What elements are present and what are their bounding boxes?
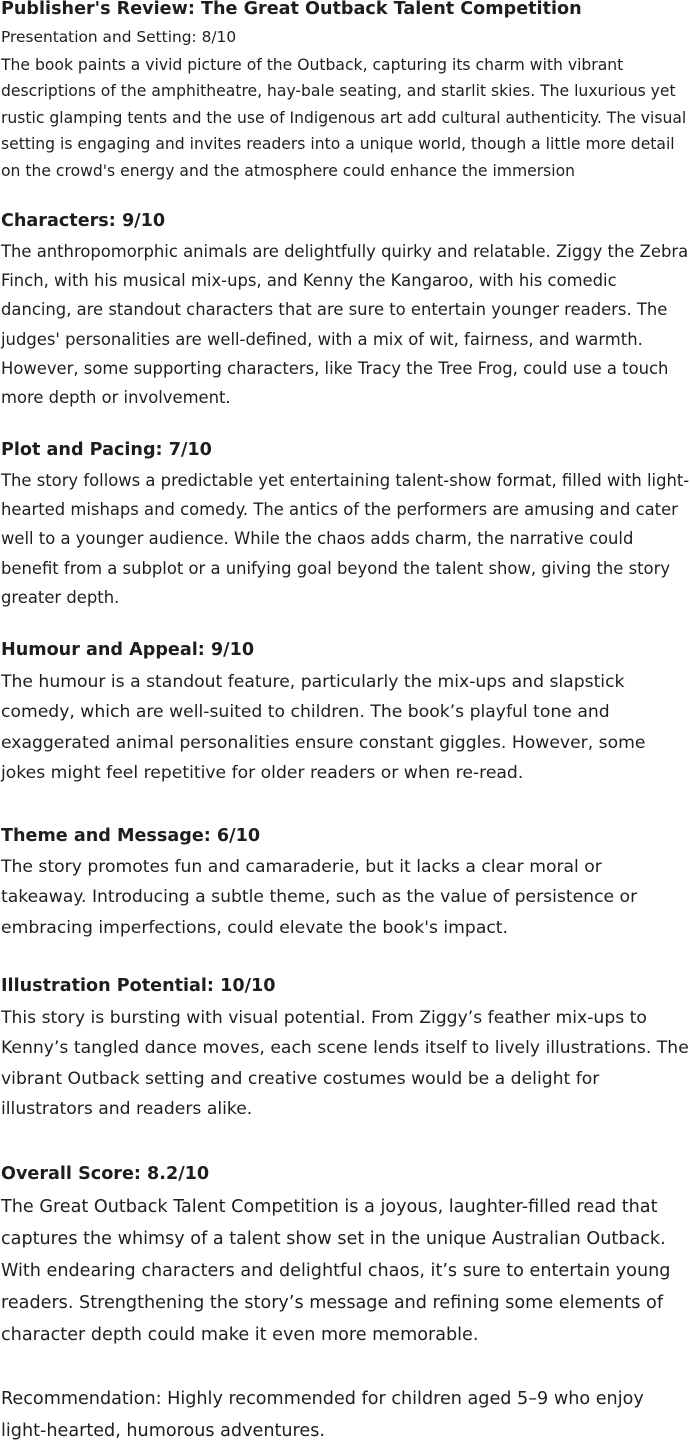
document-title: Publisher's Review: The Great Outback Talent Competition xyxy=(1,0,582,19)
plot-heading: Plot and Pacing: 7/10 xyxy=(1,440,212,460)
overall-heading: Overall Score: 8.2/10 xyxy=(1,1164,210,1184)
humour-body: The humour is a standout feature, particularly the mix-ups and slapstick comedy, which are well-suited to children. The book’s playful tone and exaggerated animal personalities ensure constant giggles. However, some jokes might feel repetitive for older readers or when re-read. xyxy=(1,672,646,784)
plot-body: The story follows a predictable yet entertaining talent-show format, filled with light-hearted mishaps and comedy. The antics of the performers are amusing and cater well to a younger audience. While the chaos adds charm, the narrative could benefit from a subplot or a unifying goal beyond the talent show, giving the story greater depth. xyxy=(1,471,690,607)
presentation-heading: Presentation and Setting: 8/10 xyxy=(1,28,237,46)
presentation-body: The book paints a vivid picture of the Outback, capturing its charm with vibrant descriptions of the amphitheatre, hay-bale seating, and starlit skies. The luxurious yet rustic glamping tents and the use of Indigenous art add cultural authenticity. The visual setting is engaging and invites readers into a unique world, though a little more detail on the crowd's energy and the atmosphere could enhance the immersion xyxy=(1,56,687,180)
recommendation: Recommendation: Highly recommended for children aged 5–9 who enjoy light-hearted, humorous adventures. xyxy=(1,1389,644,1441)
characters-body: The anthropomorphic animals are delightfully quirky and relatable. Ziggy the Zebra Finch, with his musical mix-ups, and Kenny the Kangaroo, with his comedic dancing, are standout characters that are sure to entertain younger readers. The judges' personalities are well-defined, with a mix of wit, fairness, and warmth. However, some supporting characters, like Tracy the Tree Frog, could use a touch more depth or involvement. xyxy=(1,242,689,408)
illustration-heading: Illustration Potential: 10/10 xyxy=(1,976,276,996)
illustration-body: This story is bursting with visual potential. From Ziggy’s feather mix-ups to Kenny’s tangled dance moves, each scene lends itself to lively illustrations. The vibrant Outback setting and creative costumes would be a delight for illustrators and readers alike. xyxy=(1,1008,689,1120)
theme-heading: Theme and Message: 6/10 xyxy=(1,826,261,846)
overall-body: The Great Outback Talent Competition is a joyous, laughter-filled read that captures the whimsy of a talent show set in the unique Australian Outback. With endearing characters and delightful chaos, it’s sure to entertain young readers. Strengthening the story’s message and refining some elements of character depth could make it even more memorable. xyxy=(1,1197,671,1345)
characters-heading: Characters: 9/10 xyxy=(1,211,166,231)
humour-heading: Humour and Appeal: 9/10 xyxy=(1,640,255,660)
theme-body: The story promotes fun and camaraderie, but it lacks a clear moral or takeaway. Introducing a subtle theme, such as the value of persistence or embracing imperfections, could elevate the book's impact. xyxy=(1,857,638,938)
